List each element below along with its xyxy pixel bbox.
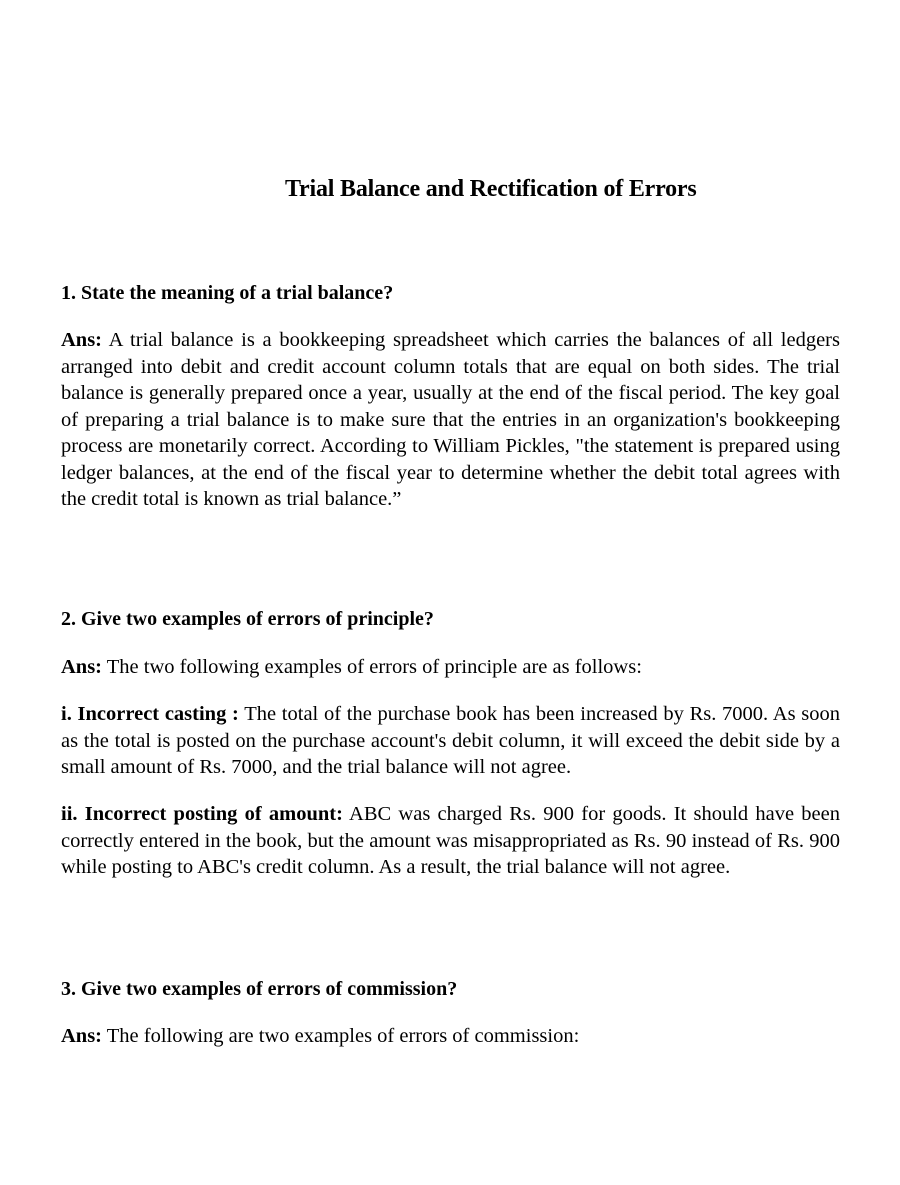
answer-text: The following are two examples of errors of commission: (102, 1025, 580, 1047)
point-text: ABC was charged Rs. 900 for goods. It should have been correctly entered in the book, but the amount was misappropriated as Rs. 90 instead of Rs. 900 while posting to ABC's credit column. As a result, the trial balance will not agree. (61, 803, 840, 878)
principle-error-point-2 (61, 801, 840, 881)
principle-error-point-1 (61, 701, 840, 781)
answer-label: Ans: (61, 329, 103, 351)
point-label: i. Incorrect casting : (61, 703, 239, 725)
point-text: The total of the purchase book has been increased by Rs. 7000. As soon as the total is posted on the purchase account's debit column, it will exceed the debit side by a small amount of Rs. 7000, and the trial balance will not agree. (61, 703, 840, 778)
question-3-answer (61, 1023, 840, 1050)
answer-label: Ans: (61, 656, 103, 678)
question-2-heading: 2. Give two examples of errors of principle? (61, 608, 434, 630)
question-1-answer (61, 327, 840, 513)
question-1-heading: 1. State the meaning of a trial balance? (61, 282, 394, 304)
question-3-heading: 3. Give two examples of errors of commission? (61, 978, 458, 1000)
point-label: ii. Incorrect posting of amount: (61, 803, 343, 825)
answer-label: Ans: (61, 1025, 103, 1047)
answer-text: A trial balance is a bookkeeping spreadsheet which carries the balances of all ledgers arranged into debit and credit account column totals that are equal on both sides. The trial balance is generally prepared once a year, usually at the end of the fiscal period. The key goal of preparing a trial balance is to make sure that the entries in an organization's bookkeeping process are monetarily correct. According to William Pickles, "the statement is prepared using ledger balances, at the end of the fiscal year to determine whether the debit total agrees with the credit total is known as trial balance.” (61, 329, 840, 510)
answer-text: The two following examples of errors of principle are as follows: (102, 656, 642, 678)
document-title: Trial Balance and Rectification of Errors (285, 176, 697, 202)
question-2-answer (61, 654, 840, 681)
